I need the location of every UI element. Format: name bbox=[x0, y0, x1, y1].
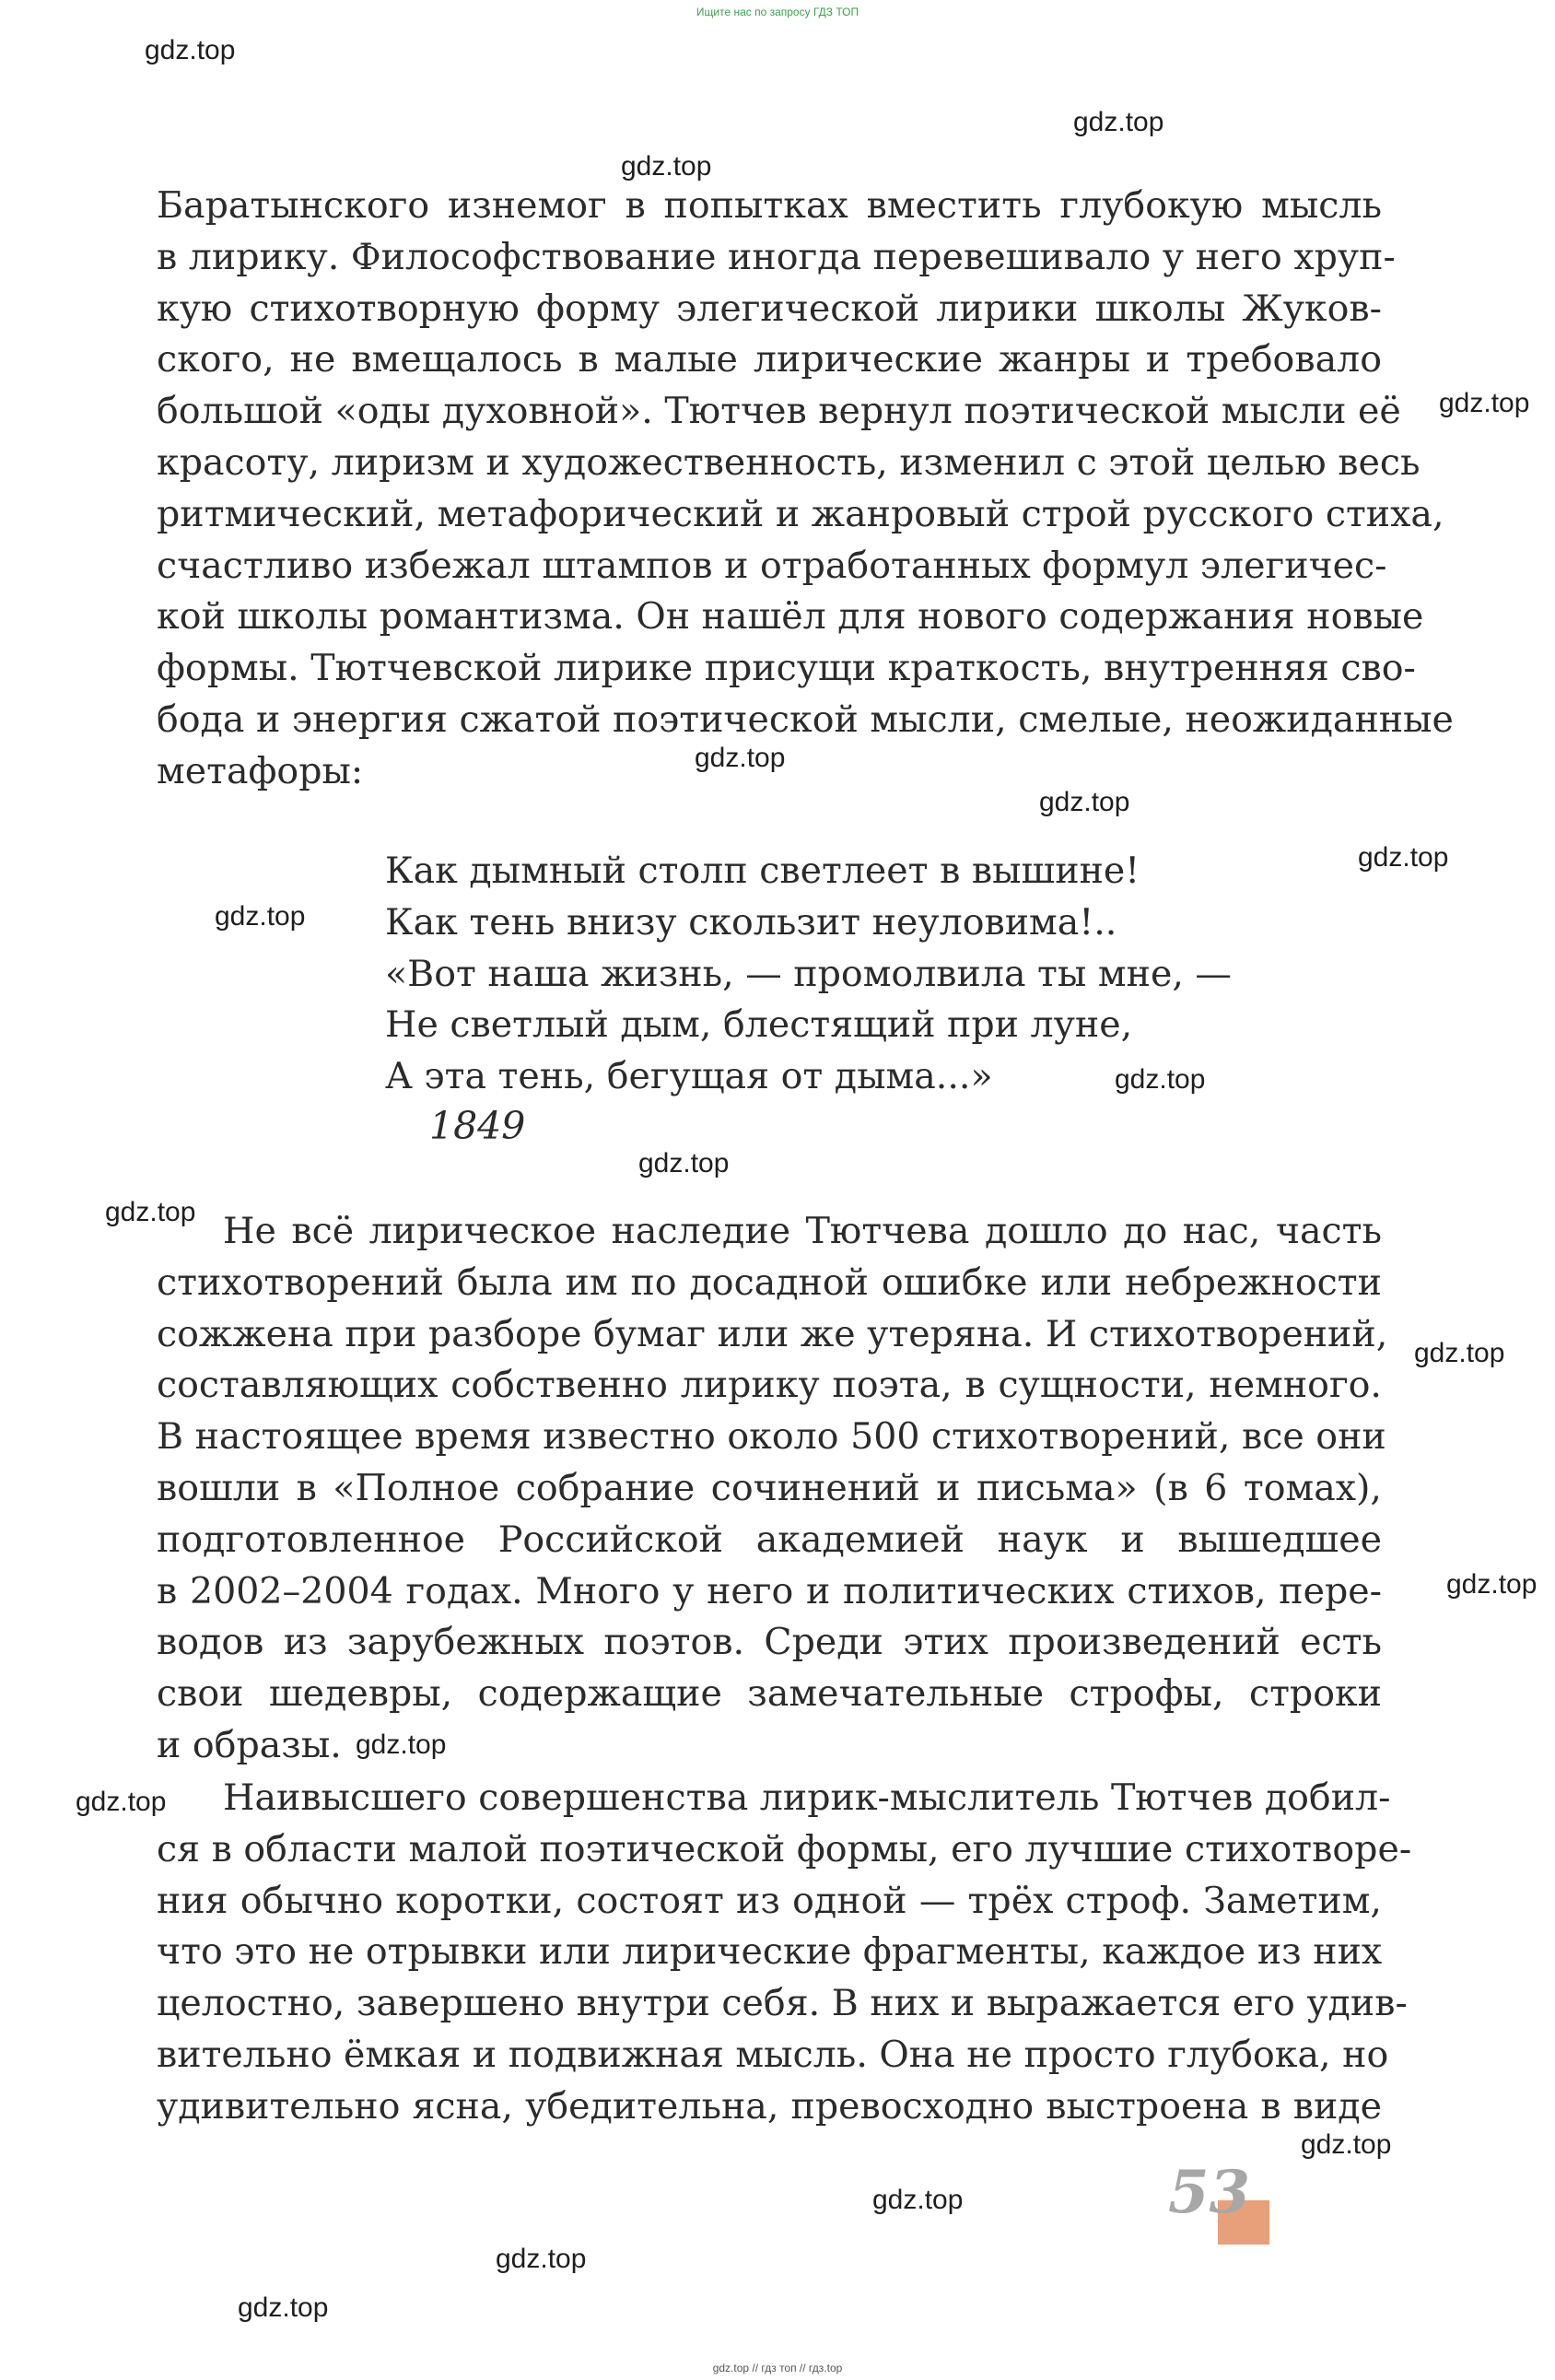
text-line: ритмический, метафорический и жанровый строй русского стиха, bbox=[157, 492, 1444, 535]
text-line: красоту, лиризм и художественность, изменил с этой целью весь bbox=[157, 440, 1421, 484]
text-line: ского, не вмещалось в малые лирические жанры и требовало bbox=[157, 338, 1382, 381]
text-line: Не всё лирическое наследие Тютчева дошло до нас, часть bbox=[223, 1210, 1382, 1252]
poem-line: «Вот наша жизнь, — промолвила ты мне, — bbox=[385, 952, 1232, 995]
text-line: подготовленное Российской академией наук и вышедшее bbox=[157, 1518, 1382, 1561]
watermark: gdz.top bbox=[145, 35, 236, 65]
text-line: свои шедевры, содержащие замечательные строфы, строки bbox=[157, 1672, 1382, 1716]
watermark: gdz.top bbox=[215, 901, 306, 932]
text-line: в 2002–2004 годах. Много у него и политических стихов, пере- bbox=[157, 1569, 1382, 1612]
poem bbox=[385, 846, 1232, 1103]
watermark: gdz.top bbox=[1446, 1569, 1537, 1600]
text-line: ся в области малой поэтической формы, его лучшие стихотворе- bbox=[157, 1827, 1412, 1870]
text-line: В настоящее время известно около 500 стихотворений, все они bbox=[157, 1415, 1386, 1459]
watermark: gdz.top bbox=[872, 2185, 964, 2215]
poem-line: Как тень внизу скользит неуловима!.. bbox=[385, 900, 1117, 944]
poem-date: 1849 bbox=[429, 1104, 526, 1148]
watermark: gdz.top bbox=[105, 1197, 196, 1227]
text-line: бода и энергия сжатой поэтической мысли, смелые, неожиданные bbox=[157, 698, 1454, 741]
text-line: ния обычно коротки, состоят из одной — трёх строф. Заметим, bbox=[157, 1879, 1382, 1922]
paragraph-1 bbox=[157, 181, 1454, 798]
poem-line: Как дымный столп светлеет в вышине! bbox=[385, 850, 1140, 892]
text-line: Наивысшего совершенства лирик-мыслитель Тютчев добил- bbox=[223, 1776, 1391, 1819]
text-line: составляющих собственно лирику поэта, в сущности, немного. bbox=[157, 1364, 1382, 1407]
poem-line: А эта тень, бегущая от дыма...» bbox=[385, 1055, 993, 1098]
watermark: gdz.top bbox=[496, 2244, 587, 2274]
watermark: gdz.top bbox=[1073, 107, 1164, 137]
paragraph-3 bbox=[157, 1773, 1412, 2133]
text-line: что это не отрывки или лирические фрагменты, каждое из них bbox=[157, 1930, 1383, 1974]
watermark: gdz.top bbox=[638, 1148, 730, 1178]
watermark: gdz.top bbox=[1439, 388, 1530, 418]
watermark: gdz.top bbox=[1414, 1338, 1505, 1368]
watermark: gdz.top bbox=[238, 2292, 329, 2323]
text-line: в лирику. Философствование иногда перевешивало у него хруп- bbox=[157, 235, 1396, 278]
bottom-banner: gdz.top // гдз топ // гдз.top bbox=[712, 2362, 843, 2374]
text-line: и образы. bbox=[157, 1723, 342, 1766]
text-line: вошли в «Полное собрание сочинений и письма» (в 6 томах), bbox=[157, 1466, 1382, 1509]
text-line: удивительно ясна, убедительна, превосходно выстроена в виде bbox=[157, 2084, 1382, 2128]
page-number: 53 bbox=[1168, 2158, 1251, 2227]
text-line: водов из зарубежных поэтов. Среди этих произведений есть bbox=[157, 1621, 1382, 1664]
watermark: gdz.top bbox=[1115, 1064, 1206, 1095]
text-line: метафоры: bbox=[157, 749, 364, 792]
watermark: gdz.top bbox=[695, 743, 786, 773]
text-line: сожжена при разборе бумаг или же утеряна. И стихотворений, bbox=[157, 1312, 1388, 1355]
top-banner: Ищите нас по запросу ГДЗ ТОП bbox=[696, 6, 859, 18]
text-line: Баратынского изнемог в попытках вместить глубокую мысль bbox=[157, 184, 1382, 227]
watermark: gdz.top bbox=[76, 1787, 167, 1817]
text-line: целостно, завершено внутри себя. В них и выражается его удив- bbox=[157, 1982, 1408, 2025]
text-line: стихотворений была им по досадной ошибке или небрежности bbox=[157, 1260, 1382, 1304]
text-line: формы. Тютчевской лирике присущи краткость, внутренняя сво- bbox=[157, 647, 1416, 690]
text-line: вительно ёмкая и подвижная мысль. Она не просто глубока, но bbox=[157, 2033, 1389, 2076]
text-line: кую стихотворную форму элегической лирики школы Жуков- bbox=[157, 287, 1382, 330]
watermark: gdz.top bbox=[1358, 842, 1449, 873]
paragraph-2 bbox=[157, 1206, 1388, 1772]
text-line: большой «оды духовной». Тютчев вернул поэтической мысли её bbox=[157, 390, 1401, 433]
watermark: gdz.top bbox=[1039, 787, 1130, 817]
text-line: счастливо избежал штампов и отработанных формул элегичес- bbox=[157, 544, 1387, 587]
watermark: gdz.top bbox=[356, 1729, 447, 1760]
poem-line: Не светлый дым, блестящий при луне, bbox=[385, 1003, 1133, 1047]
watermark: gdz.top bbox=[621, 151, 712, 182]
watermark: gdz.top bbox=[1301, 2129, 1392, 2160]
text-line: кой школы романтизма. Он нашёл для нового содержания новые bbox=[157, 595, 1424, 639]
